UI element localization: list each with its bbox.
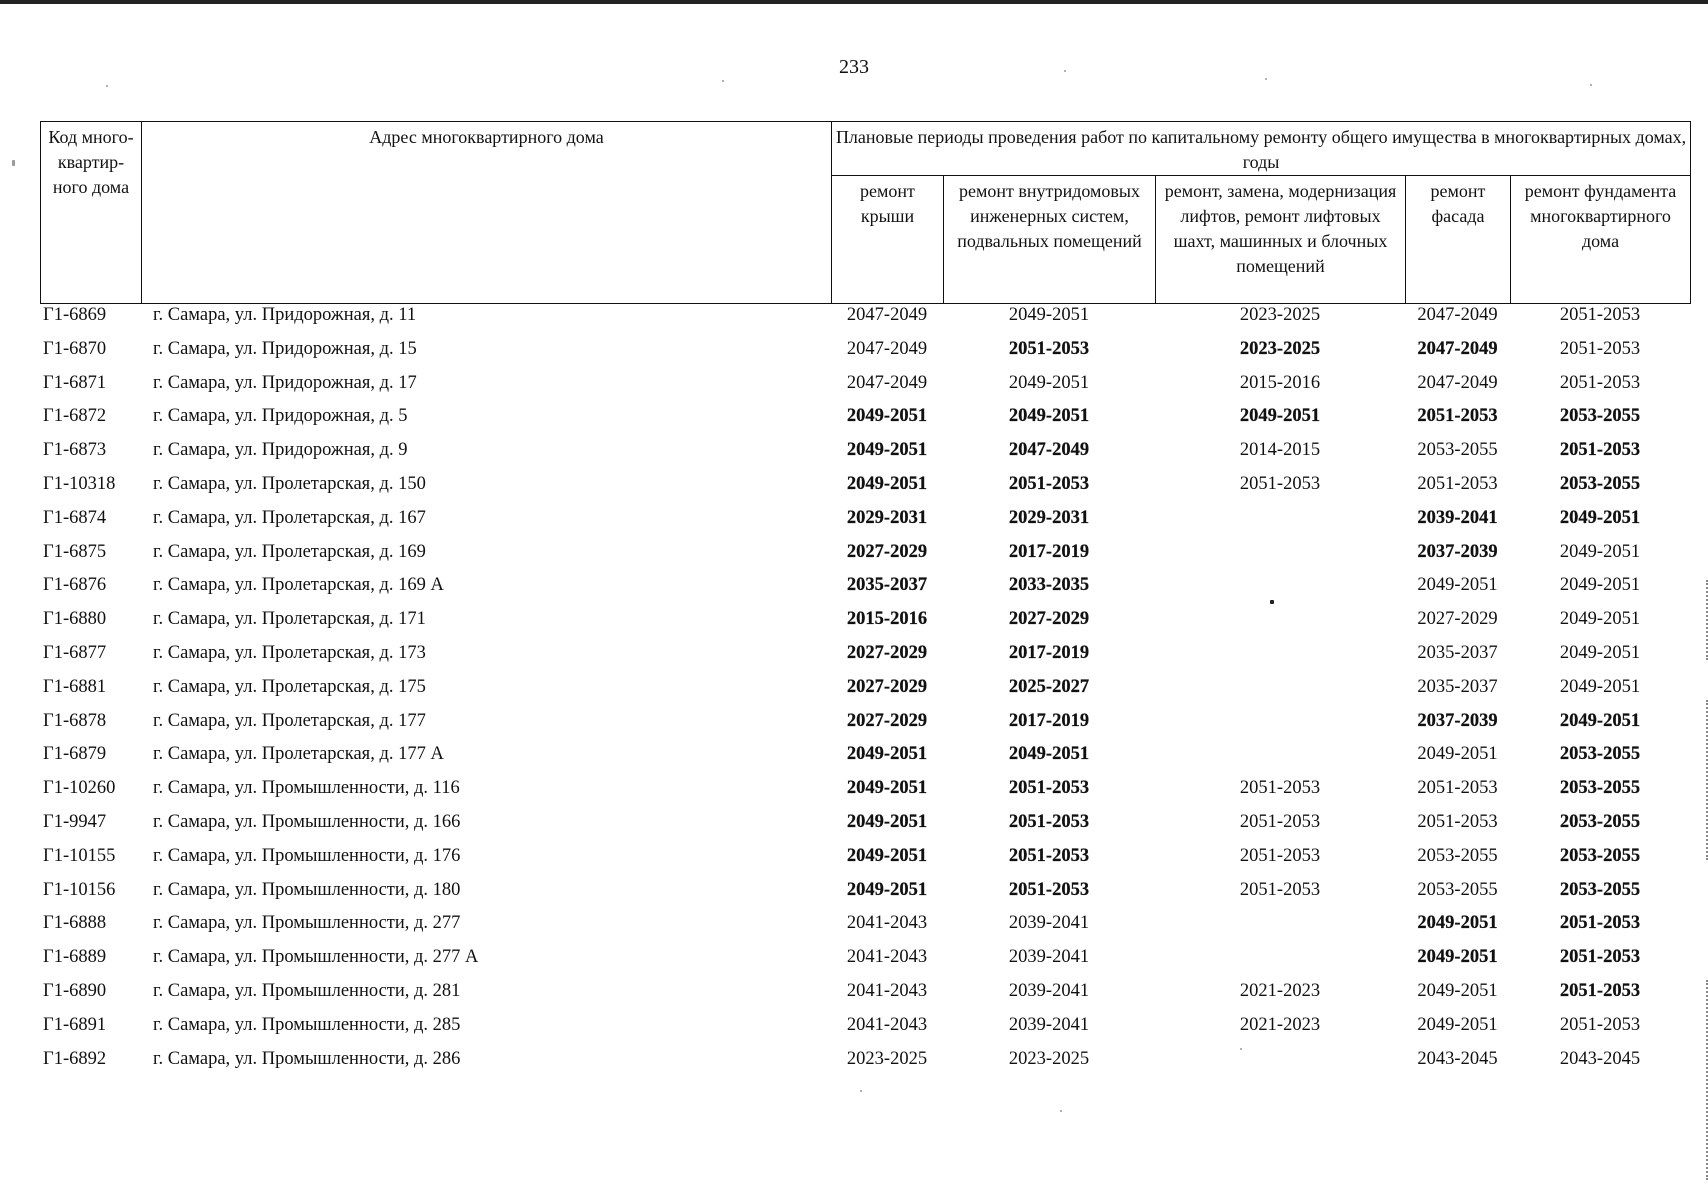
cell-foundation: 2051-2053 — [1559, 1014, 1641, 1035]
cell-code: Г1-6891 — [43, 1014, 107, 1035]
cell-roof: 2049-2051 — [846, 811, 928, 832]
cell-facade: 2053-2055 — [1417, 879, 1498, 900]
cell-address: г. Самара, ул. Пролетарская, д. 167 — [153, 507, 426, 528]
cell-address: г. Самара, ул. Промышленности, д. 286 — [153, 1048, 461, 1069]
cell-lifts — [1155, 508, 1405, 542]
cell-foundation: 2051-2053 — [1559, 980, 1641, 1001]
cell-roof: 2015-2016 — [846, 609, 928, 630]
table-body — [40, 305, 1690, 1082]
cell-address: г. Самара, ул. Пролетарская, д. 171 — [153, 609, 426, 630]
cell-code: Г1-10156 — [43, 879, 116, 900]
cell-foundation: 2051-2053 — [1559, 947, 1641, 968]
cell-foundation: 2053-2055 — [1559, 473, 1641, 494]
cell-lifts — [1155, 542, 1405, 576]
cell-engineering: 2039-2041 — [1008, 913, 1090, 934]
cell-code: Г1-6873 — [43, 440, 107, 461]
cell-address: г. Самара, ул. Пролетарская, д. 177 А — [153, 744, 444, 765]
cell-roof: 2027-2029 — [846, 541, 928, 562]
cell-foundation: 2051-2053 — [1559, 913, 1641, 934]
cell-facade: 2035-2037 — [1417, 676, 1498, 697]
cell-engineering: 2049-2051 — [1008, 744, 1090, 765]
cell-code: Г1-6892 — [43, 1048, 107, 1069]
scan-speck — [1270, 600, 1274, 604]
cell-roof: 2041-2043 — [846, 947, 928, 968]
cell-engineering: 2025-2027 — [1008, 676, 1090, 697]
cell-lifts: 2021-2023 — [1239, 980, 1321, 1001]
cell-lifts: 2049-2051 — [1239, 406, 1321, 427]
cell-roof: 2041-2043 — [846, 913, 928, 934]
cell-facade: 2043-2045 — [1417, 1048, 1498, 1069]
cell-lifts: 2014-2015 — [1239, 440, 1321, 461]
scan-speck — [1060, 1110, 1062, 1112]
cell-address: г. Самара, ул. Пролетарская, д. 173 — [153, 642, 426, 663]
cell-engineering: 2049-2051 — [1008, 406, 1090, 427]
cell-facade: 2037-2039 — [1417, 710, 1498, 731]
cell-address: г. Самара, ул. Пролетарская, д. 169 А — [153, 575, 444, 596]
cell-facade: 2049-2051 — [1417, 744, 1498, 765]
cell-roof: 2027-2029 — [846, 642, 928, 663]
cell-code: Г1-6871 — [43, 372, 107, 393]
table-row — [40, 846, 1690, 880]
cell-code: Г1-6869 — [43, 305, 107, 325]
cell-address: г. Самара, ул. Промышленности, д. 180 — [153, 879, 461, 900]
cell-address: г. Самара, ул. Промышленности, д. 277 А — [153, 947, 479, 968]
cell-engineering: 2047-2049 — [1008, 440, 1090, 461]
cell-engineering: 2017-2019 — [1008, 642, 1090, 663]
header-lifts: ремонт, замена, модернизация лифтов, ремонт лифтовых шахт, машинных и блочных помещений — [1156, 176, 1406, 304]
cell-foundation: 2051-2053 — [1559, 338, 1641, 359]
cell-engineering: 2051-2053 — [1008, 778, 1090, 799]
cell-address: г. Самара, ул. Придорожная, д. 15 — [153, 338, 417, 359]
cell-code: Г1-6870 — [43, 338, 107, 359]
cell-engineering: 2051-2053 — [1008, 338, 1090, 359]
cell-code: Г1-6890 — [43, 980, 107, 1001]
cell-roof: 2029-2031 — [846, 507, 928, 528]
cell-roof: 2049-2051 — [846, 440, 928, 461]
cell-code: Г1-6876 — [43, 575, 107, 596]
table-row — [40, 913, 1690, 947]
cell-lifts: 2051-2053 — [1239, 473, 1321, 494]
cell-roof: 2049-2051 — [846, 778, 928, 799]
cell-roof: 2047-2049 — [846, 372, 928, 393]
cell-foundation: 2043-2045 — [1559, 1048, 1641, 1069]
cell-lifts — [1155, 1049, 1405, 1083]
cell-engineering: 2039-2041 — [1008, 947, 1090, 968]
cell-foundation: 2049-2051 — [1559, 642, 1641, 663]
scan-speck — [1240, 1048, 1242, 1050]
cell-facade: 2047-2049 — [1417, 338, 1498, 359]
table-row — [40, 812, 1690, 846]
cell-code: Г1-6872 — [43, 406, 107, 427]
table-row — [40, 677, 1690, 711]
table-row — [40, 508, 1690, 542]
cell-facade: 2051-2053 — [1417, 811, 1498, 832]
cell-roof: 2023-2025 — [846, 1048, 928, 1069]
scan-speck — [12, 160, 15, 166]
cell-roof: 2047-2049 — [846, 305, 928, 325]
cell-foundation: 2049-2051 — [1559, 676, 1641, 697]
cell-roof: 2049-2051 — [846, 406, 928, 427]
cell-engineering: 2051-2053 — [1008, 845, 1090, 866]
cell-lifts: 2051-2053 — [1239, 845, 1321, 866]
table-row — [40, 643, 1690, 677]
table-row — [40, 440, 1690, 474]
cell-foundation: 2053-2055 — [1559, 845, 1641, 866]
table-row — [40, 981, 1690, 1015]
cell-lifts: 2021-2023 — [1239, 1014, 1321, 1035]
cell-lifts — [1155, 609, 1405, 643]
cell-lifts: 2051-2053 — [1239, 879, 1321, 900]
header-code: Код много-квартир-ного дома — [41, 122, 142, 304]
cell-facade: 2049-2051 — [1417, 575, 1498, 596]
cell-engineering: 2051-2053 — [1008, 473, 1090, 494]
header-roof: ремонт крыши — [832, 176, 944, 304]
header-foundation: ремонт фундамента многоквартирного дома — [1511, 176, 1691, 304]
cell-roof: 2047-2049 — [846, 338, 928, 359]
header-facade: ремонт фасада — [1406, 176, 1511, 304]
cell-engineering: 2023-2025 — [1008, 1048, 1090, 1069]
table-row — [40, 1015, 1690, 1049]
cell-code: Г1-6888 — [43, 913, 107, 934]
cell-lifts — [1155, 643, 1405, 677]
cell-facade: 2051-2053 — [1417, 778, 1498, 799]
cell-code: Г1-10318 — [43, 473, 116, 494]
header-periods: Плановые периоды проведения работ по капитальному ремонту общего имущества в многоквартирных домах, годы — [832, 122, 1691, 176]
cell-foundation: 2049-2051 — [1559, 575, 1641, 596]
cell-foundation: 2051-2053 — [1559, 440, 1641, 461]
cell-code: Г1-6881 — [43, 676, 107, 697]
cell-engineering: 2017-2019 — [1008, 541, 1090, 562]
repair-schedule-table — [40, 305, 1690, 1082]
scan-speck — [722, 80, 724, 82]
cell-engineering: 2051-2053 — [1008, 879, 1090, 900]
cell-code: Г1-10155 — [43, 845, 116, 866]
page-number: 233 — [839, 56, 869, 78]
cell-facade: 2053-2055 — [1417, 845, 1498, 866]
cell-address: г. Самара, ул. Пролетарская, д. 169 — [153, 541, 426, 562]
cell-roof: 2049-2051 — [846, 879, 928, 900]
cell-code: Г1-6878 — [43, 710, 107, 731]
table-header — [40, 121, 1691, 304]
scan-edge-noise — [1696, 700, 1708, 860]
cell-facade: 2049-2051 — [1417, 947, 1498, 968]
cell-roof: 2049-2051 — [846, 744, 928, 765]
cell-lifts: 2015-2016 — [1239, 372, 1321, 393]
cell-facade: 2047-2049 — [1417, 305, 1498, 325]
cell-address: г. Самара, ул. Придорожная, д. 17 — [153, 372, 417, 393]
cell-address: г. Самара, ул. Промышленности, д. 281 — [153, 980, 461, 1001]
cell-address: г. Самара, ул. Промышленности, д. 116 — [153, 778, 460, 799]
cell-engineering: 2049-2051 — [1008, 372, 1090, 393]
cell-address: г. Самара, ул. Придорожная, д. 11 — [153, 305, 417, 325]
cell-code: Г1-6875 — [43, 541, 107, 562]
cell-roof: 2041-2043 — [846, 1014, 928, 1035]
cell-facade: 2051-2053 — [1417, 473, 1498, 494]
cell-foundation: 2051-2053 — [1559, 372, 1641, 393]
cell-address: г. Самара, ул. Пролетарская, д. 150 — [153, 473, 426, 494]
cell-facade: 2049-2051 — [1417, 1014, 1498, 1035]
cell-roof: 2027-2029 — [846, 676, 928, 697]
cell-engineering: 2017-2019 — [1008, 710, 1090, 731]
cell-roof: 2035-2037 — [846, 575, 928, 596]
cell-engineering: 2051-2053 — [1008, 811, 1090, 832]
table-row — [40, 406, 1690, 440]
scan-speck — [1590, 84, 1592, 86]
cell-foundation: 2049-2051 — [1559, 541, 1641, 562]
cell-engineering: 2033-2035 — [1008, 575, 1090, 596]
cell-lifts — [1155, 711, 1405, 745]
top-border-rule — [0, 0, 1708, 4]
table-row — [40, 474, 1690, 508]
scan-edge-noise — [1696, 980, 1708, 1180]
table-row — [40, 373, 1690, 407]
cell-facade: 2039-2041 — [1417, 507, 1498, 528]
cell-address: г. Самара, ул. Промышленности, д. 166 — [153, 811, 461, 832]
cell-roof: 2041-2043 — [846, 980, 928, 1001]
cell-lifts: 2051-2053 — [1239, 778, 1321, 799]
cell-address: г. Самара, ул. Пролетарская, д. 177 — [153, 710, 426, 731]
scan-speck — [1265, 78, 1267, 80]
cell-code: Г1-6879 — [43, 744, 107, 765]
cell-lifts — [1155, 575, 1405, 609]
cell-facade: 2027-2029 — [1417, 609, 1498, 630]
cell-roof: 2049-2051 — [846, 845, 928, 866]
cell-code: Г1-6880 — [43, 609, 107, 630]
cell-engineering: 2029-2031 — [1008, 507, 1090, 528]
cell-code: Г1-6877 — [43, 642, 107, 663]
cell-engineering: 2049-2051 — [1008, 305, 1090, 325]
table-row — [40, 339, 1690, 373]
cell-foundation: 2053-2055 — [1559, 744, 1641, 765]
cell-facade: 2053-2055 — [1417, 440, 1498, 461]
cell-address: г. Самара, ул. Придорожная, д. 9 — [153, 440, 408, 461]
scan-speck — [1064, 70, 1066, 72]
table-row — [40, 609, 1690, 643]
cell-roof: 2027-2029 — [846, 710, 928, 731]
table-row — [40, 711, 1690, 745]
cell-facade: 2049-2051 — [1417, 913, 1498, 934]
cell-foundation: 2053-2055 — [1559, 778, 1641, 799]
scan-speck — [106, 85, 108, 87]
cell-foundation: 2049-2051 — [1559, 609, 1641, 630]
cell-address: г. Самара, ул. Промышленности, д. 176 — [153, 845, 461, 866]
header-address: Адрес многоквартирного дома — [142, 122, 832, 304]
cell-code: Г1-9947 — [43, 811, 107, 832]
cell-roof: 2049-2051 — [846, 473, 928, 494]
cell-foundation: 2053-2055 — [1559, 406, 1641, 427]
table-row — [40, 305, 1690, 339]
cell-address: г. Самара, ул. Пролетарская, д. 175 — [153, 676, 426, 697]
table-row — [40, 1049, 1690, 1083]
cell-address: г. Самара, ул. Промышленности, д. 277 — [153, 913, 461, 934]
table-row — [40, 947, 1690, 981]
cell-engineering: 2039-2041 — [1008, 1014, 1090, 1035]
cell-facade: 2047-2049 — [1417, 372, 1498, 393]
table-row — [40, 542, 1690, 576]
table-row — [40, 880, 1690, 914]
cell-foundation: 2053-2055 — [1559, 879, 1641, 900]
cell-engineering: 2039-2041 — [1008, 980, 1090, 1001]
cell-lifts: 2023-2025 — [1239, 338, 1321, 359]
scan-edge-noise — [1696, 580, 1708, 660]
cell-lifts — [1155, 947, 1405, 981]
table-row — [40, 744, 1690, 778]
cell-facade: 2037-2039 — [1417, 541, 1498, 562]
cell-lifts — [1155, 744, 1405, 778]
table-row — [40, 778, 1690, 812]
cell-engineering: 2027-2029 — [1008, 609, 1090, 630]
cell-code: Г1-6889 — [43, 947, 107, 968]
cell-code: Г1-10260 — [43, 778, 116, 799]
cell-lifts: 2023-2025 — [1239, 305, 1321, 325]
cell-lifts: 2051-2053 — [1239, 811, 1321, 832]
cell-foundation: 2049-2051 — [1559, 710, 1641, 731]
cell-code: Г1-6874 — [43, 507, 107, 528]
table-row — [40, 575, 1690, 609]
cell-foundation: 2053-2055 — [1559, 811, 1641, 832]
cell-lifts — [1155, 913, 1405, 947]
cell-foundation: 2049-2051 — [1559, 507, 1641, 528]
cell-facade: 2049-2051 — [1417, 980, 1498, 1001]
cell-facade: 2035-2037 — [1417, 642, 1498, 663]
cell-address: г. Самара, ул. Придорожная, д. 5 — [153, 406, 408, 427]
cell-lifts — [1155, 677, 1405, 711]
scan-speck — [860, 1090, 862, 1092]
cell-address: г. Самара, ул. Промышленности, д. 285 — [153, 1014, 461, 1035]
header-engineering: ремонт внутридомовых инженерных систем, подвальных помещений — [944, 176, 1156, 304]
cell-foundation: 2051-2053 — [1559, 305, 1641, 325]
cell-facade: 2051-2053 — [1417, 406, 1498, 427]
